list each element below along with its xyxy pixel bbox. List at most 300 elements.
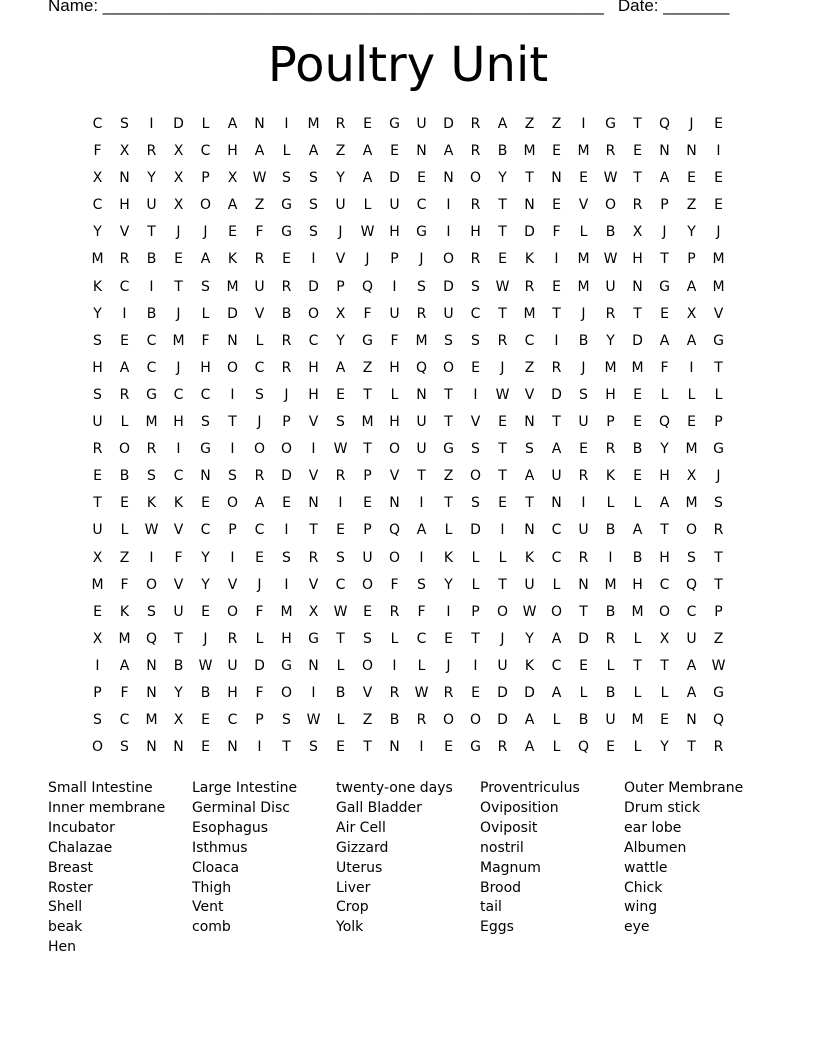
grid-letter[interactable]: N: [227, 739, 238, 756]
grid-letter[interactable]: K: [524, 657, 535, 674]
grid-letter[interactable]: Y: [93, 224, 102, 241]
grid-letter[interactable]: C: [173, 468, 184, 485]
grid-letter[interactable]: G: [713, 684, 724, 701]
grid-letter[interactable]: C: [470, 305, 481, 322]
grid-letter[interactable]: A: [686, 278, 697, 295]
grid-letter[interactable]: G: [470, 739, 481, 756]
grid-letter[interactable]: S: [417, 576, 426, 593]
grid-letter[interactable]: Z: [524, 116, 535, 132]
grid-letter[interactable]: B: [578, 712, 589, 729]
grid-letter[interactable]: C: [146, 359, 157, 376]
grid-letter[interactable]: E: [444, 739, 453, 756]
grid-letter[interactable]: T: [147, 224, 156, 241]
grid-letter[interactable]: E: [714, 170, 723, 187]
grid-letter[interactable]: W: [522, 603, 537, 620]
grid-letter[interactable]: L: [120, 522, 129, 539]
grid-letter[interactable]: P: [606, 414, 615, 431]
grid-letter[interactable]: S: [93, 332, 102, 349]
grid-letter[interactable]: I: [311, 684, 316, 701]
grid-letter[interactable]: R: [146, 441, 157, 458]
grid-letter[interactable]: K: [443, 549, 454, 566]
grid-letter[interactable]: E: [336, 739, 345, 756]
grid-letter[interactable]: Z: [254, 197, 265, 214]
grid-letter[interactable]: O: [442, 251, 455, 268]
grid-letter[interactable]: D: [524, 224, 535, 241]
grid-letter[interactable]: L: [201, 116, 210, 132]
grid-letter[interactable]: T: [660, 522, 669, 539]
grid-letter[interactable]: Y: [201, 549, 210, 566]
grid-letter[interactable]: E: [228, 224, 237, 241]
grid-letter[interactable]: J: [500, 630, 505, 647]
grid-letter[interactable]: F: [660, 359, 669, 376]
grid-letter[interactable]: N: [416, 386, 427, 403]
grid-letter[interactable]: T: [660, 251, 669, 268]
grid-letter[interactable]: D: [551, 386, 562, 403]
grid-letter[interactable]: N: [146, 657, 157, 674]
grid-letter[interactable]: N: [443, 170, 454, 187]
grid-letter[interactable]: E: [552, 143, 561, 160]
grid-letter[interactable]: A: [254, 143, 265, 160]
grid-letter[interactable]: F: [120, 576, 129, 593]
grid-letter[interactable]: E: [174, 251, 183, 268]
grid-letter[interactable]: U: [686, 630, 697, 647]
grid-letter[interactable]: Z: [443, 468, 454, 485]
grid-letter[interactable]: O: [469, 712, 482, 729]
grid-letter[interactable]: N: [173, 739, 184, 756]
grid-letter[interactable]: S: [687, 549, 696, 566]
grid-letter[interactable]: C: [254, 522, 265, 539]
grid-letter[interactable]: M: [280, 603, 293, 620]
grid-letter[interactable]: R: [443, 684, 454, 701]
grid-letter[interactable]: H: [470, 224, 481, 241]
grid-letter[interactable]: W: [711, 657, 726, 674]
grid-letter[interactable]: I: [473, 386, 478, 403]
grid-letter[interactable]: H: [632, 576, 643, 593]
grid-letter[interactable]: A: [200, 251, 211, 268]
grid-letter[interactable]: T: [498, 441, 507, 458]
grid-letter[interactable]: R: [605, 305, 616, 322]
grid-letter[interactable]: A: [632, 522, 643, 539]
grid-letter[interactable]: L: [363, 197, 372, 214]
grid-letter[interactable]: E: [471, 359, 480, 376]
grid-letter[interactable]: T: [471, 630, 480, 647]
grid-letter[interactable]: E: [201, 712, 210, 729]
grid-letter[interactable]: I: [230, 386, 235, 403]
grid-letter[interactable]: R: [524, 278, 535, 295]
grid-letter[interactable]: C: [227, 712, 238, 729]
grid-letter[interactable]: I: [608, 549, 613, 566]
grid-letter[interactable]: A: [524, 468, 535, 485]
grid-letter[interactable]: S: [714, 495, 723, 512]
grid-letter[interactable]: V: [524, 386, 535, 403]
grid-letter[interactable]: P: [93, 684, 102, 701]
grid-letter[interactable]: G: [362, 332, 373, 349]
grid-letter[interactable]: L: [579, 224, 588, 241]
grid-letter[interactable]: H: [308, 386, 319, 403]
grid-letter[interactable]: M: [145, 414, 158, 431]
grid-letter[interactable]: M: [604, 359, 617, 376]
grid-letter[interactable]: P: [714, 414, 723, 431]
grid-letter[interactable]: E: [93, 603, 102, 620]
grid-letter[interactable]: A: [551, 441, 562, 458]
grid-letter[interactable]: I: [392, 278, 397, 295]
grid-letter[interactable]: I: [446, 224, 451, 241]
grid-letter[interactable]: U: [362, 549, 373, 566]
grid-letter[interactable]: O: [280, 441, 293, 458]
grid-letter[interactable]: A: [119, 657, 130, 674]
grid-letter[interactable]: S: [471, 332, 480, 349]
grid-letter[interactable]: R: [281, 359, 292, 376]
grid-letter[interactable]: X: [686, 468, 697, 485]
grid-letter[interactable]: J: [446, 657, 451, 674]
grid-letter[interactable]: J: [365, 251, 370, 268]
grid-letter[interactable]: I: [716, 143, 721, 160]
grid-letter[interactable]: E: [552, 278, 561, 295]
grid-letter[interactable]: O: [388, 441, 401, 458]
grid-letter[interactable]: R: [497, 739, 508, 756]
grid-letter[interactable]: D: [281, 468, 292, 485]
grid-letter[interactable]: N: [200, 468, 211, 485]
grid-letter[interactable]: C: [200, 522, 211, 539]
grid-letter[interactable]: A: [227, 197, 238, 214]
grid-letter[interactable]: N: [659, 143, 670, 160]
grid-letter[interactable]: M: [685, 441, 698, 458]
grid-letter[interactable]: A: [551, 630, 562, 647]
grid-letter[interactable]: Y: [606, 332, 615, 349]
grid-letter[interactable]: R: [92, 441, 103, 458]
grid-letter[interactable]: U: [416, 116, 427, 132]
grid-letter[interactable]: C: [173, 386, 184, 403]
grid-letter[interactable]: D: [578, 630, 589, 647]
grid-letter[interactable]: K: [524, 549, 535, 566]
grid-letter[interactable]: F: [390, 332, 399, 349]
grid-letter[interactable]: R: [389, 603, 400, 620]
grid-letter[interactable]: S: [201, 414, 210, 431]
grid-letter[interactable]: E: [579, 657, 588, 674]
grid-letter[interactable]: G: [281, 197, 292, 214]
grid-letter[interactable]: I: [122, 305, 127, 322]
grid-letter[interactable]: E: [498, 414, 507, 431]
grid-letter[interactable]: U: [92, 522, 103, 539]
grid-letter[interactable]: I: [392, 657, 397, 674]
grid-letter[interactable]: N: [254, 116, 265, 132]
grid-letter[interactable]: I: [230, 441, 235, 458]
grid-letter[interactable]: I: [230, 549, 235, 566]
grid-letter[interactable]: T: [444, 495, 453, 512]
grid-letter[interactable]: X: [308, 603, 319, 620]
grid-letter[interactable]: B: [632, 441, 643, 458]
grid-letter[interactable]: I: [554, 332, 559, 349]
grid-letter[interactable]: P: [363, 522, 372, 539]
grid-letter[interactable]: R: [605, 143, 616, 160]
grid-letter[interactable]: V: [578, 197, 589, 214]
grid-letter[interactable]: Y: [93, 305, 102, 322]
grid-letter[interactable]: O: [496, 603, 509, 620]
grid-letter[interactable]: U: [254, 278, 265, 295]
grid-letter[interactable]: H: [227, 143, 238, 160]
grid-letter[interactable]: M: [604, 576, 617, 593]
grid-letter[interactable]: P: [687, 251, 696, 268]
grid-letter[interactable]: D: [443, 278, 454, 295]
grid-letter[interactable]: E: [633, 386, 642, 403]
grid-letter[interactable]: R: [227, 630, 238, 647]
grid-letter[interactable]: O: [658, 603, 671, 620]
grid-letter[interactable]: E: [336, 386, 345, 403]
grid-letter[interactable]: K: [146, 495, 157, 512]
grid-letter[interactable]: S: [228, 468, 237, 485]
grid-letter[interactable]: G: [713, 441, 724, 458]
grid-letter[interactable]: R: [146, 143, 157, 160]
grid-letter[interactable]: Y: [444, 576, 453, 593]
grid-letter[interactable]: J: [176, 224, 181, 241]
grid-letter[interactable]: N: [686, 712, 697, 729]
grid-letter[interactable]: A: [551, 684, 562, 701]
grid-letter[interactable]: W: [252, 170, 267, 187]
grid-letter[interactable]: T: [498, 197, 507, 214]
grid-letter[interactable]: P: [255, 712, 264, 729]
grid-letter[interactable]: M: [712, 251, 725, 268]
grid-letter[interactable]: R: [470, 197, 481, 214]
grid-letter[interactable]: O: [118, 441, 131, 458]
grid-letter[interactable]: N: [524, 522, 535, 539]
grid-letter[interactable]: U: [524, 576, 535, 593]
grid-letter[interactable]: E: [633, 468, 642, 485]
grid-letter[interactable]: E: [714, 116, 723, 132]
grid-letter[interactable]: X: [119, 143, 130, 160]
grid-letter[interactable]: E: [363, 603, 372, 620]
grid-letter[interactable]: M: [307, 116, 320, 132]
grid-letter[interactable]: U: [578, 522, 589, 539]
grid-letter[interactable]: E: [282, 495, 291, 512]
grid-letter[interactable]: O: [442, 359, 455, 376]
grid-letter[interactable]: M: [118, 630, 131, 647]
grid-letter[interactable]: S: [525, 441, 534, 458]
grid-letter[interactable]: P: [471, 603, 480, 620]
grid-letter[interactable]: X: [173, 197, 184, 214]
grid-letter[interactable]: C: [659, 576, 670, 593]
grid-letter[interactable]: K: [605, 468, 616, 485]
grid-letter[interactable]: R: [470, 116, 481, 132]
grid-letter[interactable]: L: [660, 386, 669, 403]
grid-letter[interactable]: O: [469, 170, 482, 187]
grid-letter[interactable]: V: [389, 468, 400, 485]
grid-letter[interactable]: E: [498, 251, 507, 268]
grid-letter[interactable]: N: [551, 495, 562, 512]
grid-letter[interactable]: L: [552, 739, 561, 756]
grid-letter[interactable]: S: [282, 549, 291, 566]
grid-letter[interactable]: F: [255, 684, 264, 701]
grid-letter[interactable]: I: [257, 739, 262, 756]
grid-letter[interactable]: C: [416, 197, 427, 214]
grid-letter[interactable]: E: [201, 739, 210, 756]
grid-letter[interactable]: H: [92, 359, 103, 376]
grid-letter[interactable]: R: [497, 332, 508, 349]
grid-letter[interactable]: I: [95, 657, 100, 674]
grid-letter[interactable]: G: [659, 278, 670, 295]
grid-letter[interactable]: T: [444, 386, 453, 403]
grid-letter[interactable]: R: [416, 305, 427, 322]
grid-letter[interactable]: B: [335, 684, 346, 701]
grid-letter[interactable]: D: [227, 305, 238, 322]
grid-letter[interactable]: Q: [658, 116, 671, 132]
grid-letter[interactable]: C: [200, 143, 211, 160]
grid-letter[interactable]: V: [254, 305, 265, 322]
grid-letter[interactable]: T: [93, 495, 102, 512]
grid-letter[interactable]: F: [120, 684, 129, 701]
grid-letter[interactable]: L: [660, 684, 669, 701]
grid-letter[interactable]: L: [633, 684, 642, 701]
grid-letter[interactable]: Y: [525, 630, 534, 647]
grid-letter[interactable]: Y: [147, 170, 156, 187]
grid-letter[interactable]: U: [578, 414, 589, 431]
grid-letter[interactable]: A: [524, 739, 535, 756]
grid-letter[interactable]: T: [363, 441, 372, 458]
grid-letter[interactable]: C: [92, 197, 103, 214]
grid-letter[interactable]: L: [255, 332, 264, 349]
grid-letter[interactable]: L: [417, 657, 426, 674]
grid-letter[interactable]: S: [471, 441, 480, 458]
grid-letter[interactable]: U: [443, 305, 454, 322]
grid-letter[interactable]: V: [335, 251, 346, 268]
grid-letter[interactable]: O: [253, 441, 266, 458]
grid-letter[interactable]: Y: [201, 576, 210, 593]
grid-letter[interactable]: L: [552, 576, 561, 593]
grid-letter[interactable]: M: [685, 495, 698, 512]
grid-letter[interactable]: T: [498, 224, 507, 241]
grid-letter[interactable]: A: [227, 116, 238, 132]
grid-letter[interactable]: M: [523, 143, 536, 160]
grid-letter[interactable]: T: [525, 495, 534, 512]
name-field-label[interactable]: Name: _____________________________________________________: [48, 0, 604, 15]
grid-letter[interactable]: E: [417, 170, 426, 187]
grid-letter[interactable]: E: [633, 143, 642, 160]
grid-letter[interactable]: T: [282, 739, 291, 756]
grid-letter[interactable]: R: [335, 116, 346, 132]
grid-letter[interactable]: E: [255, 549, 264, 566]
grid-letter[interactable]: A: [524, 712, 535, 729]
grid-letter[interactable]: E: [120, 332, 129, 349]
grid-letter[interactable]: F: [174, 549, 183, 566]
grid-letter[interactable]: R: [308, 549, 319, 566]
grid-letter[interactable]: C: [551, 522, 562, 539]
grid-letter[interactable]: J: [716, 468, 721, 485]
grid-letter[interactable]: Y: [660, 739, 669, 756]
grid-letter[interactable]: G: [200, 441, 211, 458]
grid-letter[interactable]: I: [284, 576, 289, 593]
grid-letter[interactable]: C: [335, 576, 346, 593]
grid-letter[interactable]: O: [199, 197, 212, 214]
grid-letter[interactable]: Y: [687, 224, 696, 241]
grid-letter[interactable]: D: [524, 684, 535, 701]
grid-letter[interactable]: G: [713, 332, 724, 349]
grid-letter[interactable]: E: [498, 495, 507, 512]
grid-letter[interactable]: A: [119, 359, 130, 376]
grid-letter[interactable]: D: [497, 712, 508, 729]
grid-letter[interactable]: A: [335, 359, 346, 376]
grid-letter[interactable]: B: [173, 657, 184, 674]
grid-letter[interactable]: M: [577, 278, 590, 295]
grid-letter[interactable]: T: [417, 468, 426, 485]
grid-letter[interactable]: N: [308, 495, 319, 512]
date-field-label[interactable]: Date: _______: [617, 0, 730, 15]
grid-letter[interactable]: C: [119, 278, 130, 295]
grid-letter[interactable]: T: [714, 576, 723, 593]
grid-letter[interactable]: B: [632, 549, 643, 566]
grid-letter[interactable]: T: [363, 739, 372, 756]
grid-letter[interactable]: L: [336, 712, 345, 729]
grid-letter[interactable]: P: [660, 197, 669, 214]
grid-letter[interactable]: R: [713, 739, 724, 756]
grid-letter[interactable]: I: [311, 441, 316, 458]
grid-letter[interactable]: I: [446, 197, 451, 214]
grid-letter[interactable]: S: [309, 739, 318, 756]
grid-letter[interactable]: R: [281, 278, 292, 295]
grid-letter[interactable]: S: [579, 386, 588, 403]
grid-letter[interactable]: M: [577, 143, 590, 160]
grid-letter[interactable]: S: [444, 332, 453, 349]
grid-letter[interactable]: Z: [119, 549, 130, 566]
grid-letter[interactable]: R: [254, 468, 265, 485]
grid-letter[interactable]: N: [632, 278, 643, 295]
grid-letter[interactable]: D: [254, 657, 265, 674]
grid-letter[interactable]: C: [686, 603, 697, 620]
grid-letter[interactable]: A: [686, 684, 697, 701]
grid-letter[interactable]: W: [603, 251, 618, 268]
grid-letter[interactable]: L: [552, 712, 561, 729]
grid-letter[interactable]: S: [93, 712, 102, 729]
grid-letter[interactable]: R: [632, 197, 643, 214]
grid-letter[interactable]: C: [92, 116, 103, 132]
grid-letter[interactable]: E: [687, 170, 696, 187]
grid-letter[interactable]: E: [363, 495, 372, 512]
grid-letter[interactable]: J: [716, 224, 721, 241]
grid-letter[interactable]: X: [173, 712, 184, 729]
grid-letter[interactable]: H: [227, 684, 238, 701]
grid-letter[interactable]: L: [336, 657, 345, 674]
grid-letter[interactable]: J: [203, 630, 208, 647]
grid-letter[interactable]: T: [498, 305, 507, 322]
grid-letter[interactable]: F: [363, 305, 372, 322]
grid-letter[interactable]: X: [92, 630, 103, 647]
grid-letter[interactable]: T: [174, 278, 183, 295]
grid-letter[interactable]: F: [255, 603, 264, 620]
grid-letter[interactable]: S: [309, 224, 318, 241]
grid-letter[interactable]: G: [389, 116, 400, 132]
grid-letter[interactable]: S: [471, 495, 480, 512]
grid-letter[interactable]: C: [551, 657, 562, 674]
grid-letter[interactable]: X: [173, 143, 184, 160]
grid-letter[interactable]: H: [659, 468, 670, 485]
grid-letter[interactable]: M: [172, 332, 185, 349]
grid-letter[interactable]: H: [389, 414, 400, 431]
grid-letter[interactable]: F: [552, 224, 561, 241]
grid-letter[interactable]: P: [282, 414, 291, 431]
grid-letter[interactable]: Q: [577, 739, 590, 756]
grid-letter[interactable]: U: [389, 197, 400, 214]
grid-letter[interactable]: J: [689, 116, 694, 132]
grid-letter[interactable]: G: [308, 630, 319, 647]
grid-letter[interactable]: O: [280, 684, 293, 701]
grid-letter[interactable]: V: [308, 576, 319, 593]
grid-letter[interactable]: F: [255, 224, 264, 241]
grid-letter[interactable]: T: [363, 386, 372, 403]
grid-letter[interactable]: J: [662, 224, 667, 241]
grid-letter[interactable]: G: [416, 224, 427, 241]
grid-letter[interactable]: T: [498, 576, 507, 593]
grid-letter[interactable]: U: [92, 414, 103, 431]
grid-letter[interactable]: R: [470, 143, 481, 160]
grid-letter[interactable]: O: [685, 522, 698, 539]
